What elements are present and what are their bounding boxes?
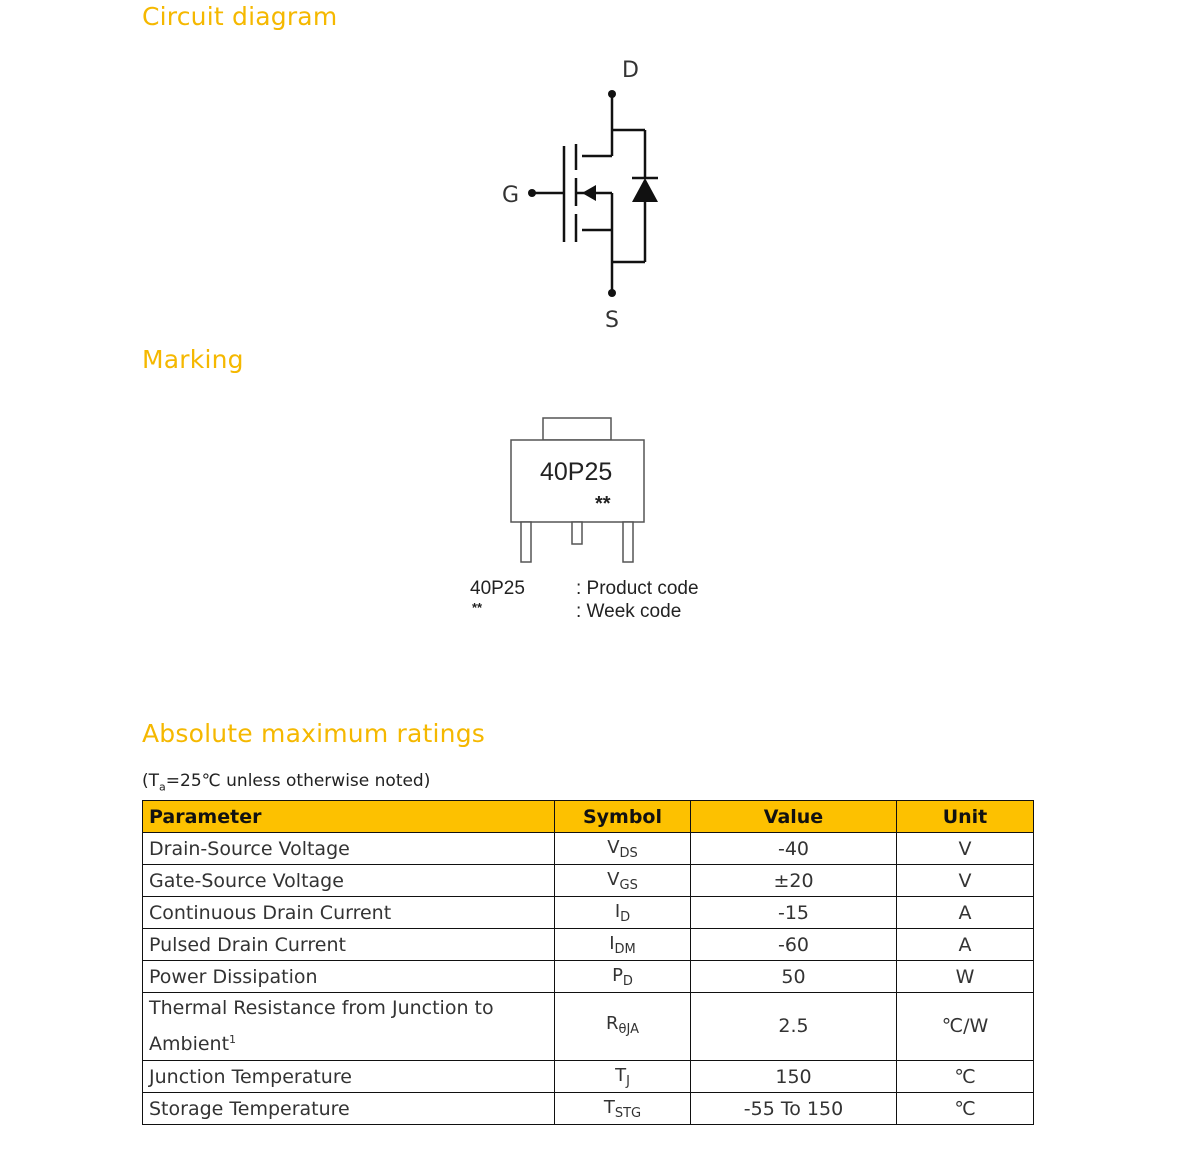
cell-unit: V	[897, 833, 1034, 865]
cell-parameter: Pulsed Drain Current	[143, 929, 555, 961]
cell-unit: A	[897, 929, 1034, 961]
cell-unit: A	[897, 897, 1034, 929]
legend-key-product: 40P25	[470, 578, 525, 599]
header-value: Value	[691, 801, 897, 833]
cell-parameter: Gate-Source Voltage	[143, 865, 555, 897]
legend-key-week: **	[472, 600, 483, 615]
table-header-row	[143, 801, 1034, 833]
table-row	[143, 993, 1034, 1061]
cell-symbol: $V_{GS}$	[555, 865, 691, 897]
cell-unit: ℃	[897, 1093, 1034, 1125]
table-row	[143, 1061, 1034, 1093]
ratings-condition-note: ($T_a=25℃$ unless otherwise noted)	[142, 771, 431, 794]
cell-symbol: $I_{DM}$	[555, 929, 691, 961]
cell-symbol: $P_D$	[555, 961, 691, 993]
mosfet-circuit-diagram	[490, 50, 680, 340]
cell-value: -60	[691, 929, 897, 961]
cell-symbol: $R_{\theta JA}$	[555, 993, 691, 1061]
header-symbol: Symbol	[555, 801, 691, 833]
cell-parameter: Storage Temperature	[143, 1093, 555, 1125]
circuit-diagram-heading: Circuit diagram	[142, 2, 338, 31]
table-row	[143, 833, 1034, 865]
cell-value: ±20	[691, 865, 897, 897]
table-row	[143, 1093, 1034, 1125]
cell-parameter: Junction Temperature	[143, 1061, 555, 1093]
table-row	[143, 929, 1034, 961]
cell-value: -40	[691, 833, 897, 865]
cell-unit: ℃	[897, 1061, 1034, 1093]
cell-value: -55 To 150	[691, 1093, 897, 1125]
cell-symbol: $V_{DS}$	[555, 833, 691, 865]
table-row	[143, 865, 1034, 897]
cell-unit: V	[897, 865, 1034, 897]
package-marking-diagram	[460, 410, 740, 630]
header-unit: Unit	[897, 801, 1034, 833]
drain-pin-label: D	[622, 58, 639, 83]
gate-pin-label: G	[502, 183, 520, 208]
cell-value: 2.5	[691, 993, 897, 1061]
table-row	[143, 961, 1034, 993]
legend-desc-product: : Product code	[576, 578, 699, 599]
cell-value: -15	[691, 897, 897, 929]
cell-value: 50	[691, 961, 897, 993]
source-pin-label: S	[605, 308, 619, 333]
cell-symbol: $T_J$	[555, 1061, 691, 1093]
absolute-maximum-ratings-heading: Absolute maximum ratings	[142, 719, 486, 748]
chip-week-code: **	[595, 493, 611, 515]
cell-unit: ℃/W	[897, 993, 1034, 1061]
cell-symbol: $I_D$	[555, 897, 691, 929]
cell-symbol: $T_{STG}$	[555, 1093, 691, 1125]
cell-value: 150	[691, 1061, 897, 1093]
cell-unit: W	[897, 961, 1034, 993]
table-row	[143, 897, 1034, 929]
absolute-maximum-ratings-table	[142, 800, 1034, 1125]
cell-parameter: Continuous Drain Current	[143, 897, 555, 929]
marking-heading: Marking	[142, 345, 244, 374]
cell-parameter: Thermal Resistance from Junction to Ambient$^1$	[143, 993, 555, 1061]
legend-desc-week: : Week code	[576, 601, 682, 622]
chip-product-code: 40P25	[540, 458, 613, 486]
cell-parameter: Power Dissipation	[143, 961, 555, 993]
header-parameter: Parameter	[143, 801, 555, 833]
cell-parameter: Drain-Source Voltage	[143, 833, 555, 865]
